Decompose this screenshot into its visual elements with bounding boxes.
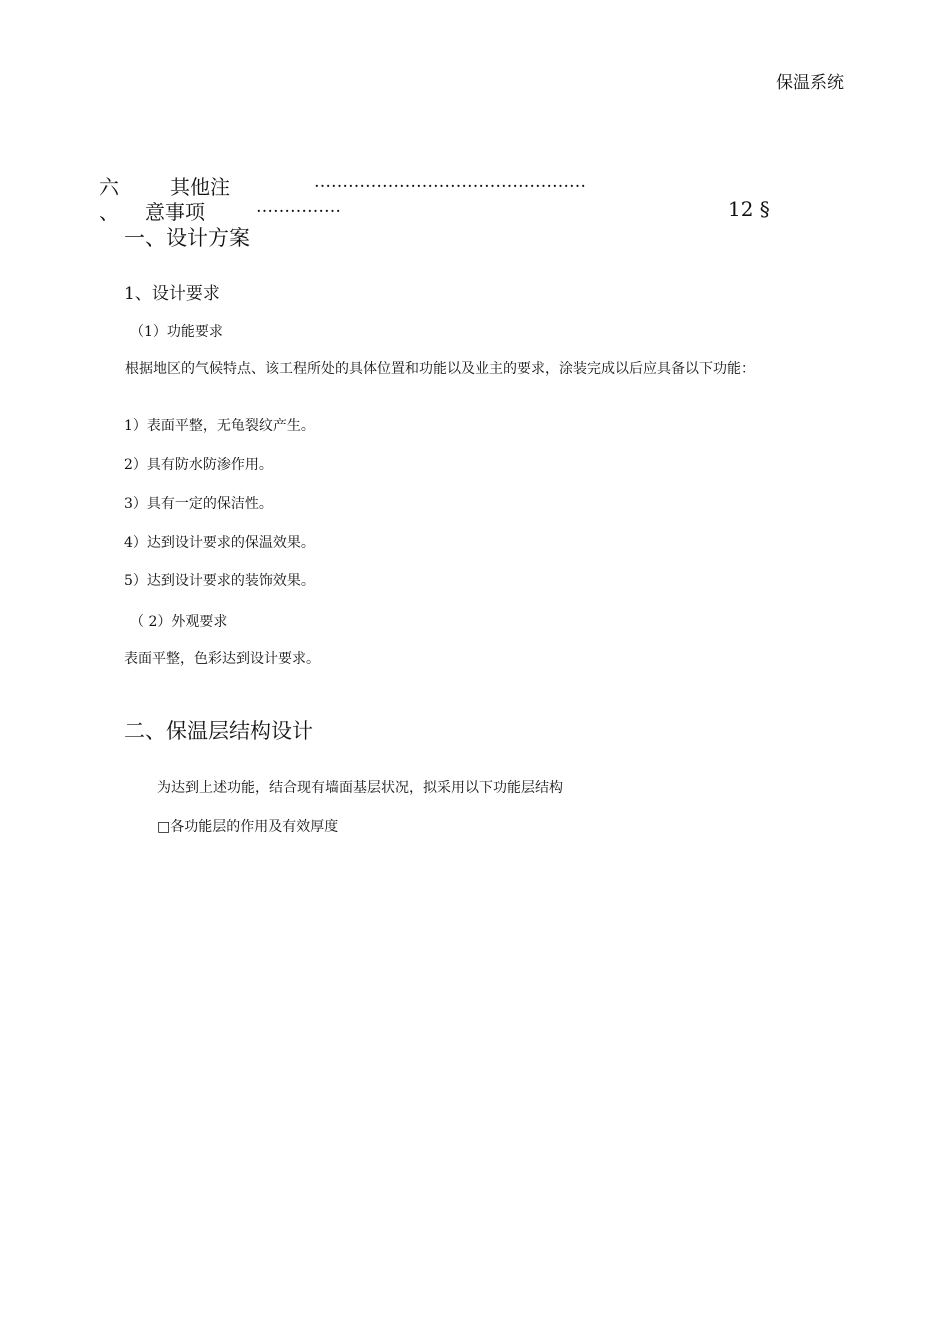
appearance-text: 表面平整，色彩达到设计要求。 xyxy=(124,651,320,667)
requirement-item-5: 5）达到设计要求的装饰效果。 xyxy=(124,573,315,589)
section1-subheading: 1、设计要求 xyxy=(124,284,220,304)
section2-list-item: □各功能层的作用及有效厚度 xyxy=(157,819,339,835)
toc-title-line2: 意事项 xyxy=(145,200,205,224)
requirement-item-3: 3）具有一定的保洁性。 xyxy=(124,496,273,512)
toc-number: 六 xyxy=(99,175,119,199)
section2-paragraph: 为达到上述功能，结合现有墙面基层状况，拟采用以下功能层结构 xyxy=(157,780,563,796)
intro-paragraph: 根据地区的气候特点、该工程所处的具体位置和功能以及业主的要求，涂装完成以后应具备以下功能： xyxy=(125,361,755,377)
function-requirements-heading: （1）功能要求 xyxy=(130,324,223,340)
toc-separator: 、 xyxy=(99,200,119,224)
toc-leader-dots-1: ………………………………………… xyxy=(314,172,586,192)
section2-heading: 二、保温层结构设计 xyxy=(124,719,313,743)
requirement-item-1: 1）表面平整，无龟裂纹产生。 xyxy=(124,418,315,434)
appearance-requirements-heading: （ 2）外观要求 xyxy=(130,614,228,630)
header-title: 保温系统 xyxy=(776,73,844,93)
requirement-item-2: 2）具有防水防渗作用。 xyxy=(124,457,273,473)
toc-page-number: 12 § xyxy=(728,197,770,221)
toc-title-line1: 其他注 xyxy=(170,175,230,199)
toc-leader-dots-2: …………… xyxy=(256,197,341,217)
requirement-item-4: 4）达到设计要求的保温效果。 xyxy=(124,535,315,551)
section1-heading: 一、设计方案 xyxy=(124,226,250,250)
